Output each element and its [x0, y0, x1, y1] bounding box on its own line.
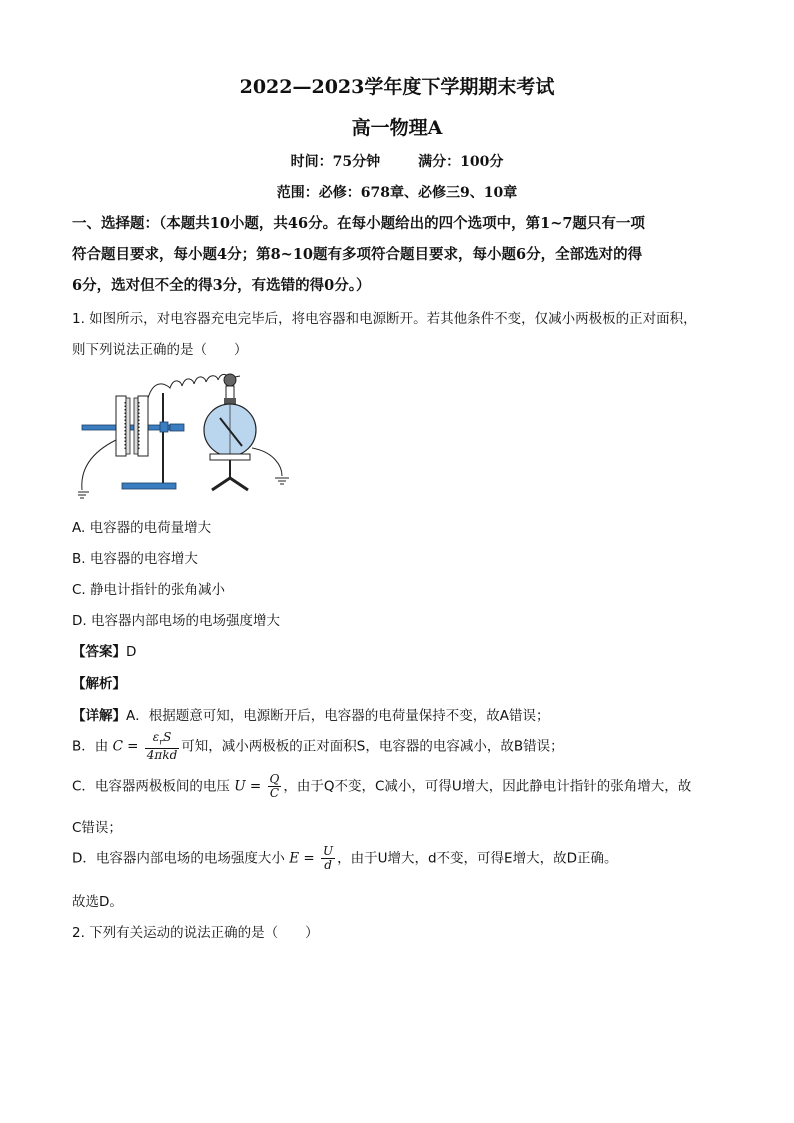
answer-tag: 【答案】: [72, 644, 126, 660]
question-stem: 则下列说法正确的是（ ）: [72, 342, 248, 358]
answer-line: [72, 640, 136, 660]
fraction-denominator: 4πkd: [146, 748, 178, 763]
voltage-formula: [268, 773, 282, 800]
field-formula: [321, 845, 335, 872]
detail-a-text: A．根据题意可知，电源断开后，电容器的电荷量保持不变，故A错误；: [126, 708, 550, 724]
ground-wire-left: [82, 440, 116, 490]
fraction-numerator: $\varepsilon_rS$: [145, 731, 179, 749]
detail-a: [72, 704, 549, 724]
detail-c: [72, 773, 691, 800]
detail-d-suffix: ，由于U增大，d不变，可得E增大，故D正确。: [337, 850, 618, 867]
option-b: B. 电容器的电容增大: [72, 551, 198, 567]
capacitance-formula: [145, 731, 179, 762]
detail-c-prefix: C．电容器两极板间的电压: [72, 778, 230, 795]
answer-value: D: [126, 644, 137, 660]
subject-title: 高一物理A: [351, 117, 443, 139]
exam-title: 2022—2023学年度下学期期末考试: [239, 76, 555, 98]
insulating-rod: [82, 424, 184, 431]
analysis-tag: 【解析】: [72, 676, 126, 692]
fraction-denominator: C: [269, 786, 280, 800]
detail-d: [72, 845, 617, 872]
option-c: C. 静电计指针的张角减小: [72, 582, 226, 598]
coil-wire: [148, 374, 230, 398]
detail-b: [72, 731, 564, 762]
option-a: A. 电容器的电荷量增大: [72, 520, 212, 536]
detail-c-line2: C错误；: [72, 820, 122, 836]
option-d: D. 电容器内部电场的电场强度增大: [72, 613, 280, 629]
formula-lhs: E =: [289, 850, 315, 867]
ground-symbol-left: [78, 492, 89, 498]
section-line: 一、选择题：（本题共10小题，共46分。在每小题给出的四个选项中，第1~7题只有一项: [72, 215, 645, 232]
formula-lhs: U =: [234, 778, 262, 795]
fraction-numerator: Q: [269, 772, 280, 786]
time-label: 时间：75分钟: [290, 154, 381, 170]
question-2-stem: 2. 下列有关运动的说法正确的是（ ）: [72, 925, 319, 941]
section-line: 6分，选对但不全的得3分，有选错的得0分。）: [72, 277, 371, 294]
question-stem: 1. 如图所示，对电容器充电完毕后，将电容器和电源断开。若其他条件不变，仅减小两极板的正对面积，: [72, 311, 697, 327]
ground-symbol-right: [275, 478, 289, 484]
time-score-line: [0, 151, 794, 171]
formula-lhs: C =: [112, 738, 139, 755]
detail-b-suffix: 可知，减小两极板的正对面积S，电容器的电容减小，故B错误；: [181, 738, 564, 755]
section-line: 符合题目要求，每小题4分；第8~10题有多项符合题目要求，每小题6分，全部选对的得: [72, 246, 643, 263]
detail-d-prefix: D．电容器内部电场的电场强度大小: [72, 850, 285, 867]
conclusion: 故选D。: [72, 894, 123, 910]
electroscope: [204, 374, 256, 490]
fraction-denominator: d: [324, 858, 332, 872]
fraction-numerator: U: [322, 844, 334, 858]
capacitor-electroscope-figure: [78, 368, 298, 500]
score-label: 满分：100分: [418, 154, 504, 170]
scope-line: 范围：必修：678章、必修三9、10章: [276, 185, 518, 201]
detail-c-suffix: ，由于Q不变，C减小，可得U增大，因此静电计指针的张角增大，故: [283, 778, 692, 795]
detail-b-prefix: B．由: [72, 738, 109, 755]
ground-wire-right: [252, 448, 282, 476]
detail-tag: 【详解】: [72, 708, 126, 724]
